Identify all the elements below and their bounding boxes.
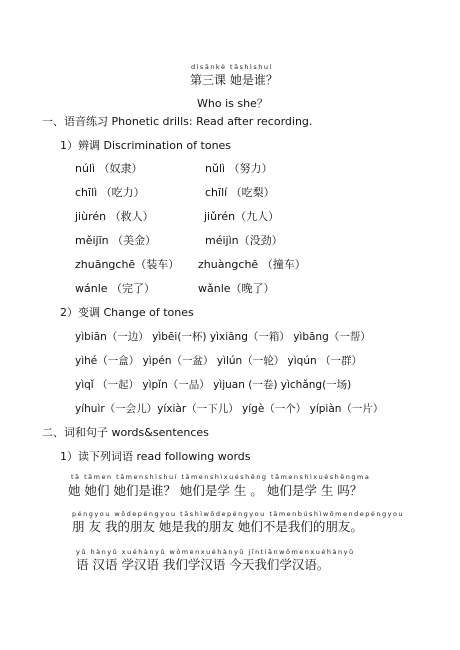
tone-change-row: yíhuìr（一会儿）yíxiàr（一下儿） yígè（一个） yípiàn（一片）: [75, 403, 384, 415]
word-line: 她 她们 她们是谁？ 她们是学 生 。 她们是学 生 吗？: [68, 483, 363, 498]
word-line: 语 汉语 学汉语 我们学汉语 今天我们学汉语。: [76, 557, 330, 572]
tone-pair-right: wǎnle（晚了）: [198, 282, 275, 295]
tone-pair-right: nǔlì （努力）: [205, 162, 273, 175]
page-title: 第三课 她是谁？: [190, 73, 278, 87]
title-pinyin: dìsānkè tāshìshuí: [191, 63, 273, 71]
tone-pair-right: méijìn（没劲）: [205, 234, 283, 247]
tone-change-row: yìhé（一盒） yìpén（一盆） yìlún（一轮） yìqún （一群）: [75, 355, 362, 367]
section2-part1-heading: 1）读下列词语 read following words: [60, 450, 251, 463]
word-line-pinyin: péngyou wǒdepéngyou tāshìwǒdepéngyou tāmenbúshìwǒmendepéngyou: [72, 510, 405, 518]
tone-pair-left: núlì （奴隶）: [75, 162, 143, 175]
tone-pair-right: chīlí （吃梨）: [205, 186, 275, 199]
word-line-pinyin: yǔ hànyǔ xuéhànyǔ wǒmenxuéhànyǔ jīntiānwǒmenxuéhànyǔ: [76, 548, 355, 556]
tone-pair-right: jiǔrén（九人）: [204, 210, 280, 223]
word-line-pinyin: tā tāmen tāmenshìshuí tāmenshìxuéshēng tāmenshìxuéshēngma: [71, 473, 371, 481]
tone-pair-left: zhuāngchē（装车）: [75, 258, 180, 271]
section1-heading: 一、语音练习 Phonetic drills: Read after recording.: [42, 115, 313, 128]
tone-pair-left: chīlì （吃力）: [75, 186, 145, 199]
tone-pair-left: měijīn （美金）: [75, 234, 157, 247]
tone-pair-left: jiùrén （救人）: [75, 210, 154, 223]
tone-pair-left: wánle （完了）: [75, 282, 156, 295]
section1-part1-heading: 1）辨调 Discrimination of tones: [60, 139, 232, 152]
tone-change-row: yìbiān（一边） yìbēi(一杯) yìxiāng（一箱） yìbāng（一帮）: [75, 331, 371, 343]
section1-part2-heading: 2）变调 Change of tones: [60, 306, 194, 319]
page-subtitle: Who is she？: [197, 97, 268, 110]
tone-change-row: yìqǐ （一起） yìpǐn（一品） yìjuan (一卷) yìchǎng(一场): [75, 379, 352, 391]
tone-pair-right: zhuàngchē （撞车）: [198, 258, 306, 271]
section2-heading: 二、词和句子 words&sentences: [42, 426, 209, 439]
word-line: 朋 友 我的朋友 她是我的朋友 她们不是我们的朋友。: [72, 519, 363, 534]
